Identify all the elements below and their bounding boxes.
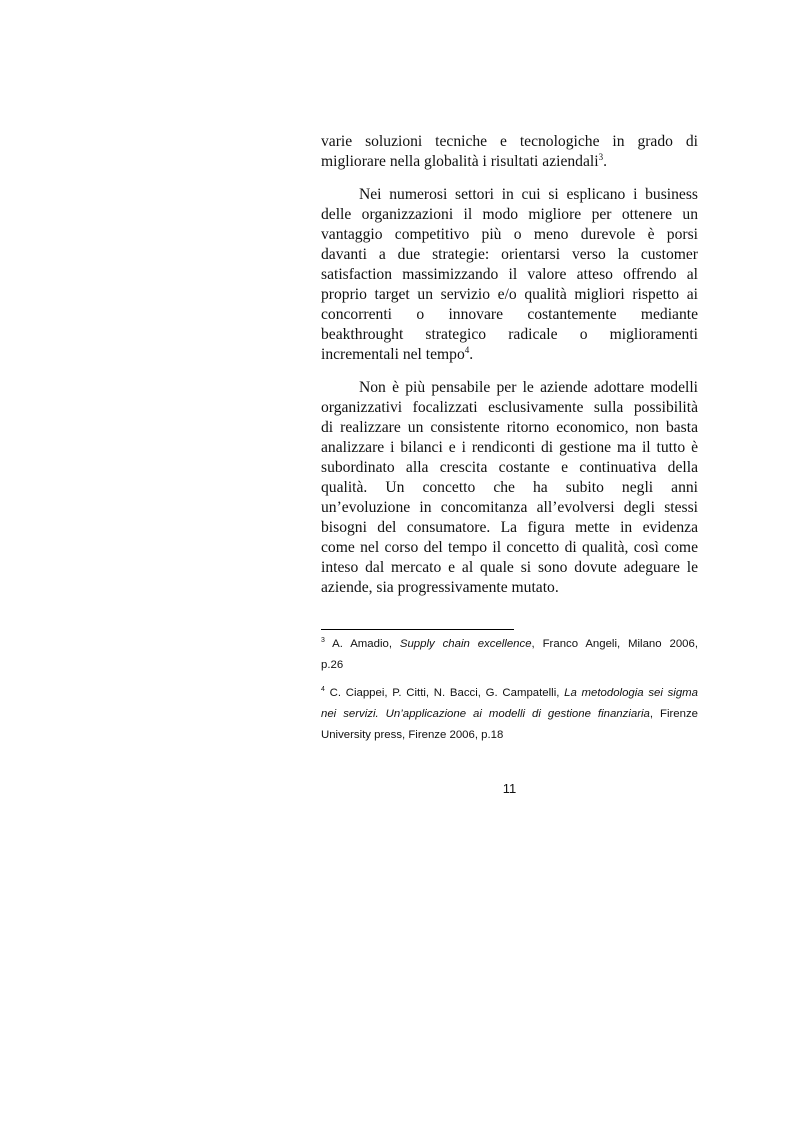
paragraph-3-line-5: subordinato alla crescita costante e continuativa della [321,459,698,476]
paragraph-3-line-10: inteso dal mercato e al quale si sono dovute adeguare le [321,559,698,576]
paragraph-2-line-9 [321,345,698,365]
paragraph-3-line-9: come nel corso del tempo il concetto di qualità, così come [321,539,698,556]
paragraph-2-line-9-text: incrementali nel tempo [321,346,465,363]
footnote-separator [321,629,514,630]
page-number: 11 [502,781,517,796]
footnote-4-title-part-1: La metodologia sei sigma [564,687,699,699]
paragraph-2 [321,185,698,365]
paragraph-1-end: . [603,153,607,170]
paragraph-1-line-2 [321,152,698,172]
footnote-4-title-part-2: nei servizi. Un’applicazione ai modelli di gestione finanziaria [321,708,650,720]
paragraph-2-line-3: vantaggio competitivo più o meno durevole è porsi [321,226,698,243]
paragraph-2-line-5: satisfaction massimizzando il valore atteso offrendo al [321,266,698,283]
paragraph-1-line-1: varie soluzioni tecniche e tecnologiche in grado di [321,133,698,150]
footnote-3-line-2: p.26 [321,659,344,671]
footnote-ref-4[interactable]: 4 [464,345,470,355]
paragraph-1 [321,132,698,172]
footnote-4-line-3: University press, Firenze 2006, p.18 [321,729,504,741]
paragraph-2-line-1: Nei numerosi settori in cui si esplicano i business [359,186,698,203]
paragraph-2-line-2: delle organizzazioni il modo migliore per ottenere un [321,206,698,223]
footnote-4-line-2 [321,704,698,725]
footnote-ref-3[interactable]: 3 [598,152,604,162]
paragraph-3-line-11: aziende, sia progressivamente mutato. [321,579,559,596]
paragraph-2-line-7: concorrenti o innovare costantemente mediante [321,306,698,323]
paragraph-3-line-6: qualità. Un concetto che ha subito negli anni [321,479,698,496]
paragraph-3-line-7: un’evoluzione in concomitanza all’evolversi degli stessi [321,499,698,516]
footnote-4 [321,683,698,746]
paragraph-3-line-4: analizzare i bilanci e i rendiconti di gestione ma il tutto è [321,439,698,456]
paragraph-2-line-4: davanti a due strategie: orientarsi verso la customer [321,246,698,263]
paragraph-2-line-6: proprio target un servizio e/o qualità migliori rispetto ai [321,286,698,303]
paragraph-3-line-3: di realizzare un consistente ritorno economico, non basta [321,419,698,436]
paragraph-1-line-2-text: migliorare nella globalità i risultati aziendali [321,153,599,170]
footnote-3-line-1 [321,634,698,655]
footnote-3 [321,634,698,676]
paragraph-3-line-1: Non è più pensabile per le aziende adottare modelli [359,379,698,396]
paragraph-3-line-2: organizzativi focalizzati esclusivamente sulla possibilità [321,399,698,416]
footnote-3-author: A. Amadio, [324,638,400,650]
paragraph-3 [321,378,698,598]
paragraph-2-line-8: beakthrought strategico radicale o miglioramenti [321,326,698,343]
footnote-3-publisher: , Franco Angeli, Milano 2006, [531,638,698,650]
footnote-3-number: 3 [321,637,325,644]
footnote-4-authors: C. Ciappei, P. Citti, N. Bacci, G. Campatelli, [324,687,565,699]
paragraph-3-line-8: bisogni del consumatore. La figura mette in evidenza [321,519,698,536]
footnote-4-number: 4 [321,686,325,693]
paragraph-2-end: . [469,346,474,363]
footnote-3-title: Supply chain excellence [399,638,532,650]
footnote-4-line-1 [321,683,698,704]
footnote-4-place: , Firenze [649,708,699,720]
